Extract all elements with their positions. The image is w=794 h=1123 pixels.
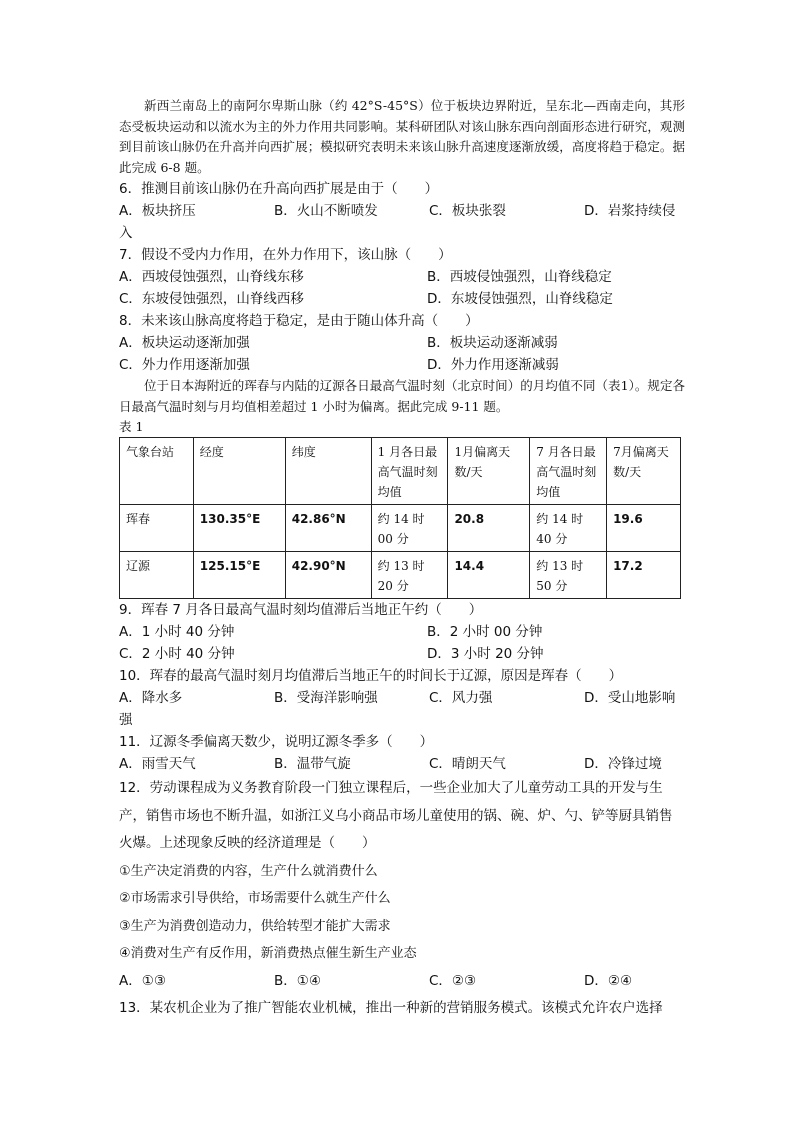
table-cell: 珲春 <box>120 505 194 552</box>
passage-9-11: 位于日本海附近的珲春与内陆的辽源各日最高气温时刻（北京时间）的月均值不同（表1）。规定各日最高气温时刻与月均值相差超过 1 小时为偏离。据此完成 9-11 题。 <box>119 378 685 414</box>
question-7-stem: 7．假设不受内力作用，在外力作用下，该山脉（ ） <box>119 247 452 263</box>
question-6-stem: 6．推测目前该山脉仍在升高向西扩展是由于（ ） <box>119 181 439 197</box>
q11-option-d: D．冷锋过境 <box>584 756 662 772</box>
q9-option-a: A．1 小时 40 分钟 <box>119 624 235 640</box>
q6-option-b: B．火山不断喷发 <box>274 203 378 219</box>
data-table <box>119 437 681 599</box>
q9-option-b: B．2 小时 00 分钟 <box>427 624 543 640</box>
question-11-stem: 11．辽源冬季偏离天数少，说明辽源冬季多（ ） <box>119 734 434 750</box>
question-10 <box>119 665 685 731</box>
table-cell: 约 13 时 20 分 <box>371 552 448 599</box>
question-9 <box>119 599 685 665</box>
table-row <box>120 552 681 599</box>
q12-statement-3: ③生产为消费创造动力，供给转型才能扩大需求 <box>119 918 391 934</box>
table-cell: 14.4 <box>448 552 530 599</box>
passage-6-8: 新西兰南岛上的南阿尔卑斯山脉（约 42°S-45°S）位于板块边界附近，呈东北—西南走向，其形态受板块运动和以流水为主的外力作用共同影响。某科研团队对该山脉东西向剖面形态进行研究，观测到目前该山脉仍在升高并向西扩展；模拟研究表明未来该山脉升高速度逐渐放缓，高度将趋于稳定。据此完成 6-8 题。 <box>119 98 685 175</box>
table-header-cell: 经度 <box>193 438 285 505</box>
q7-option-c: C．东坡侵蚀强烈，山脊线西移 <box>119 291 304 307</box>
q8-option-a: A．板块运动逐渐加强 <box>119 335 250 351</box>
table-cell: 130.35°E <box>193 505 285 552</box>
q6-option-d-wrap: 入 <box>119 225 133 241</box>
q11-option-b: B．温带气旋 <box>274 756 351 772</box>
q12-option-c: C．②③ <box>429 972 477 989</box>
table-header-cell: 1月偏离天数/天 <box>448 438 530 505</box>
table-cell: 125.15°E <box>193 552 285 599</box>
q10-option-d-wrap: 强 <box>119 712 133 728</box>
q12-statement-2: ②市场需求引导供给，市场需要什么就生产什么 <box>119 891 391 906</box>
question-11 <box>119 731 685 775</box>
q7-option-b: B．西坡侵蚀强烈，山脊线稳定 <box>427 269 612 285</box>
q11-option-c: C．晴朗天气 <box>429 756 506 772</box>
q9-option-c: C．2 小时 40 分钟 <box>119 646 235 662</box>
table-row <box>120 505 681 552</box>
table-header-cell: 纬度 <box>285 438 371 505</box>
q12-statement-1: ①生产决定消费的内容，生产什么就消费什么 <box>119 863 378 879</box>
table-header-cell: 1 月各日最高气温时刻均值 <box>371 438 448 505</box>
question-10-stem: 10．珲春的最高气温时刻月均值滞后当地正午的时间长于辽源，原因是珲春（ ） <box>119 668 623 684</box>
question-7 <box>119 244 685 310</box>
q7-option-a: A．西坡侵蚀强烈，山脊线东移 <box>119 269 304 285</box>
q12-option-b: B．①④ <box>274 972 321 989</box>
table-cell: 20.8 <box>448 505 530 552</box>
document-page <box>119 96 685 1023</box>
q7-option-d: D．东坡侵蚀强烈，山脊线稳定 <box>427 291 613 307</box>
table-cell: 42.90°N <box>285 552 371 599</box>
table-cell: 42.86°N <box>285 505 371 552</box>
q12-statement-4: ④消费对生产有反作用，新消费热点催生新生产业态 <box>119 946 417 961</box>
table-cell: 辽源 <box>120 552 194 599</box>
q10-option-c: C．风力强 <box>429 690 493 706</box>
question-8-stem: 8．未来该山脉高度将趋于稳定，是由于随山体升高（ ） <box>119 313 479 329</box>
q8-option-b: B．板块运动逐渐减弱 <box>427 335 558 351</box>
question-9-stem: 9．珲春 7 月各日最高气温时刻均值滞后当地正午约（ ） <box>119 602 483 618</box>
q11-option-a: A．雨雪天气 <box>119 756 196 772</box>
question-12-stem: 12．劳动课程成为义务教育阶段一门独立课程后，一些企业加大了儿童劳动工具的开发与生产，销售市场也不断升温，如浙江义乌小商品市场儿童使用的锅、碗、炉、勺、铲等厨具销售火爆。上述现象反映的经济道理是（ ） <box>119 780 673 851</box>
table-cell: 约 14 时 00 分 <box>371 505 448 552</box>
table-cell: 约 13 时 50 分 <box>530 552 607 599</box>
question-8 <box>119 310 685 376</box>
question-12 <box>119 775 685 995</box>
question-13-stem: 13．某农机企业为了推广智能农业机械，推出一种新的营销服务模式。该模式允许农户选择 <box>119 1000 663 1016</box>
q12-option-d: D．②④ <box>584 972 633 989</box>
question-13 <box>119 995 685 1023</box>
question-6 <box>119 178 685 244</box>
q8-option-c: C．外力作用逐渐加强 <box>119 357 250 373</box>
table-header-cell: 7月偏离天数/天 <box>607 438 681 505</box>
q6-option-d: D．岩浆持续侵 <box>584 203 676 219</box>
table-cell: 约 14 时 40 分 <box>530 505 607 552</box>
table-header-cell: 7 月各日最高气温时刻均值 <box>530 438 607 505</box>
table-caption: 表 1 <box>119 419 144 434</box>
q12-option-a: A．①③ <box>119 972 166 989</box>
q10-option-a: A．降水多 <box>119 690 183 706</box>
q9-option-d: D．3 小时 20 分钟 <box>427 646 544 662</box>
q6-option-c: C．板块张裂 <box>429 203 506 219</box>
table-header-row <box>120 438 681 505</box>
table-cell: 19.6 <box>607 505 681 552</box>
q6-option-a: A．板块挤压 <box>119 203 196 219</box>
table-cell: 17.2 <box>607 552 681 599</box>
q8-option-d: D．外力作用逐渐减弱 <box>427 357 559 373</box>
q10-option-d: D．受山地影响 <box>584 690 676 706</box>
q10-option-b: B．受海洋影响强 <box>274 690 378 706</box>
table-header-cell: 气象台站 <box>120 438 194 505</box>
